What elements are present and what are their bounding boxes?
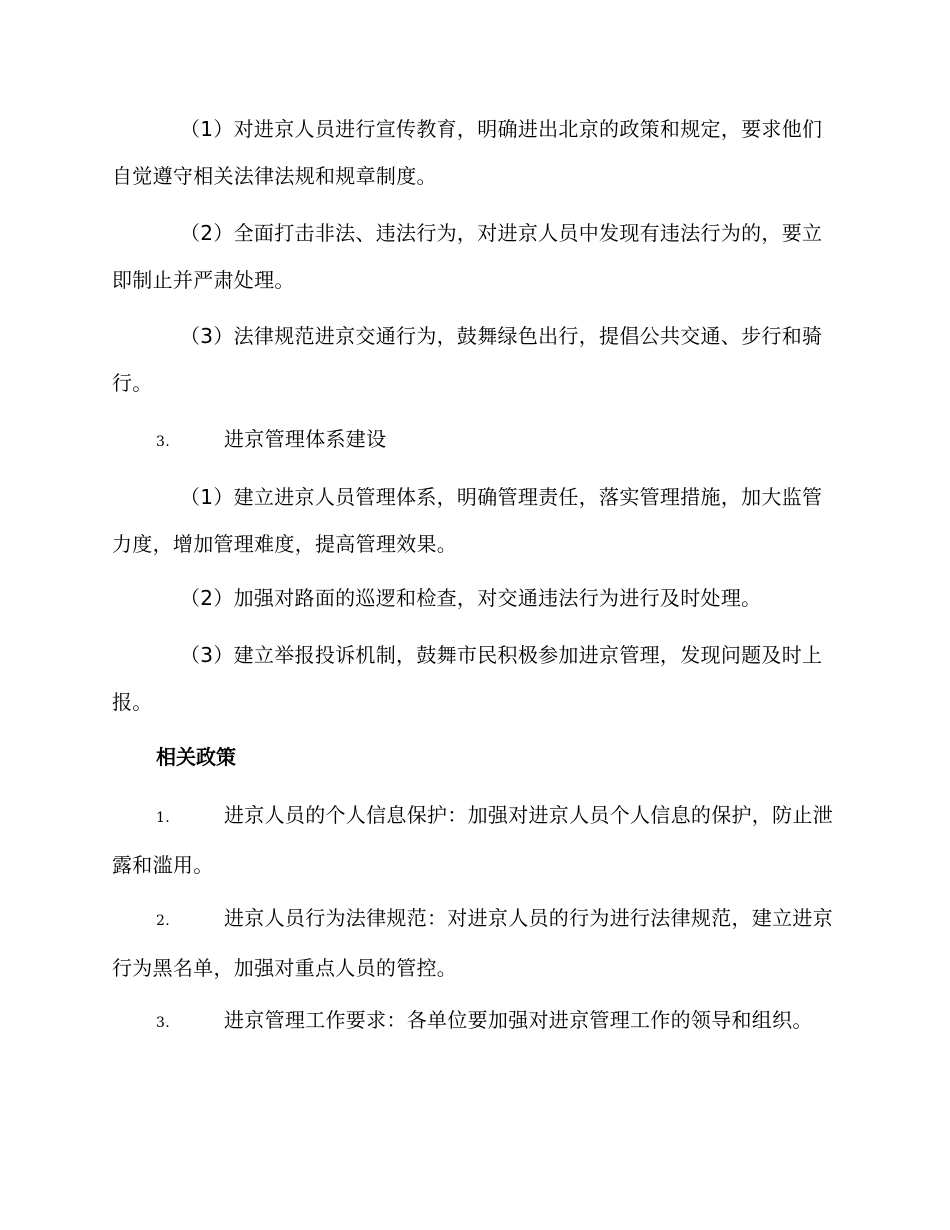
section-3-heading (112, 416, 834, 466)
section-3-item-2: （2）加强对路面的巡逻和检查，对交通违法行为进行及时处理。 (180, 586, 762, 610)
list-text: 进京管理体系建设 (224, 427, 387, 451)
paragraph-1: （1）对进京人员进行宣传教育，明确进出北京的政策和规定，要求他们自觉遵守相关法律法规和规章制度。 (112, 117, 823, 188)
list-number: 2. (156, 913, 170, 929)
section-3-item-1: （1）建立进京人员管理体系，明确管理责任，落实管理措施，加大监管力度，增加管理难度，提高管理效果。 (112, 485, 823, 556)
paragraph-2: （2）全面打击非法、违法行为，对进京人员中发现有违法行为的，要立即制止并严肃处理。 (112, 221, 823, 292)
list-text: 进京管理工作要求：各单位要加强对进京管理工作的领导和组织。 (224, 1008, 813, 1032)
list-number: 3. (156, 1015, 170, 1031)
paragraph-3: （3）法律规范进京交通行为，鼓舞绿色出行，提倡公共交通、步行和骑行。 (112, 324, 823, 395)
list-text: 进京人员的个人信息保护：加强对进京人员个人信息的保护，防止泄露和滥用。 (112, 803, 833, 877)
policy-item-1 (112, 792, 834, 889)
list-text: 进京人员行为法律规范：对进京人员的行为进行法律规范，建立进京行为黑名单，加强对重点人员的管控。 (112, 906, 833, 980)
list-number: 3. (156, 434, 170, 450)
section-3-item-3: （3）建立举报投诉机制，鼓舞市民积极参加进京管理，发现问题及时上报。 (112, 643, 823, 714)
policy-item-3 (112, 997, 834, 1047)
list-number: 1. (156, 810, 170, 826)
section-heading: 相关政策 (156, 745, 236, 769)
policy-item-2 (112, 895, 834, 992)
